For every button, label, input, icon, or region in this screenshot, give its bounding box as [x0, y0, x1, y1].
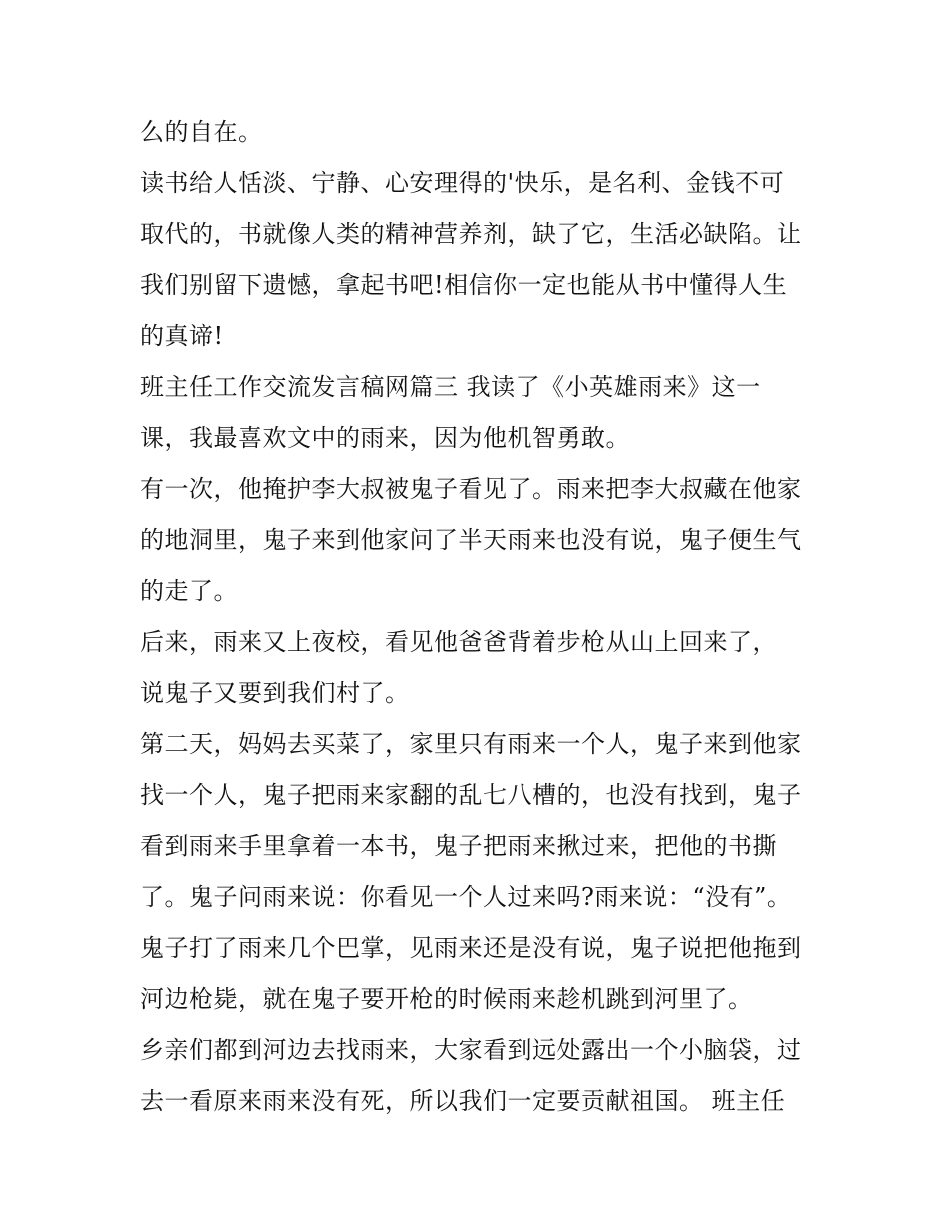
- text-line: 第二天，妈妈去买菜了，家里只有雨来一个人，鬼子来到他家: [140, 730, 802, 758]
- text-line: 的地洞里，鬼子来到他家问了半天雨来也没有说，鬼子便生气: [140, 526, 802, 554]
- text-line: 鬼子打了雨来几个巴掌，见雨来还是没有说，鬼子说把他拖到: [140, 934, 802, 962]
- text-line: 课，我最喜欢文中的雨来，因为他机智勇敢。: [140, 424, 630, 452]
- text-line: 么的自在。: [140, 118, 263, 146]
- text-line: 了。鬼子问雨来说：你看见一个人过来吗?雨来说：“没有”。: [140, 883, 792, 911]
- text-line: 有一次，他掩护李大叔被鬼子看见了。雨来把李大叔藏在他家: [140, 475, 802, 503]
- text-line: 河边枪毙，就在鬼子要开枪的时候雨来趁机跳到河里了。: [140, 985, 753, 1013]
- text-line: 的走了。: [140, 577, 238, 605]
- text-line: 乡亲们都到河边去找雨来，大家看到远处露出一个小脑袋，过: [140, 1036, 802, 1064]
- text-line: 读书给人恬淡、宁静、心安理得的'快乐，是名利、金钱不可: [140, 169, 785, 197]
- text-line: 我们别留下遗憾，拿起书吧!相信你一定也能从书中懂得人生: [140, 271, 788, 299]
- text-line: 去一看原来雨来没有死，所以我们一定要贡献祖国。 班主任: [140, 1087, 786, 1115]
- body-text: [140, 107, 830, 1127]
- text-line: 找一个人，鬼子把雨来家翻的乱七八槽的，也没有找到，鬼子: [140, 781, 802, 809]
- text-line: 的真谛!: [140, 322, 224, 350]
- text-line: 取代的，书就像人类的精神营养剂，缺了它，生活必缺陷。让: [140, 220, 802, 248]
- text-line: 后来，雨来又上夜校，看见他爸爸背着步枪从山上回来了，: [140, 628, 777, 656]
- text-line: 说鬼子又要到我们村了。: [140, 679, 410, 707]
- text-line: 班主任工作交流发言稿网篇三 我读了《小英雄雨来》这一: [140, 373, 761, 401]
- text-line: 看到雨来手里拿着一本书，鬼子把雨来揪过来，把他的书撕: [140, 832, 777, 860]
